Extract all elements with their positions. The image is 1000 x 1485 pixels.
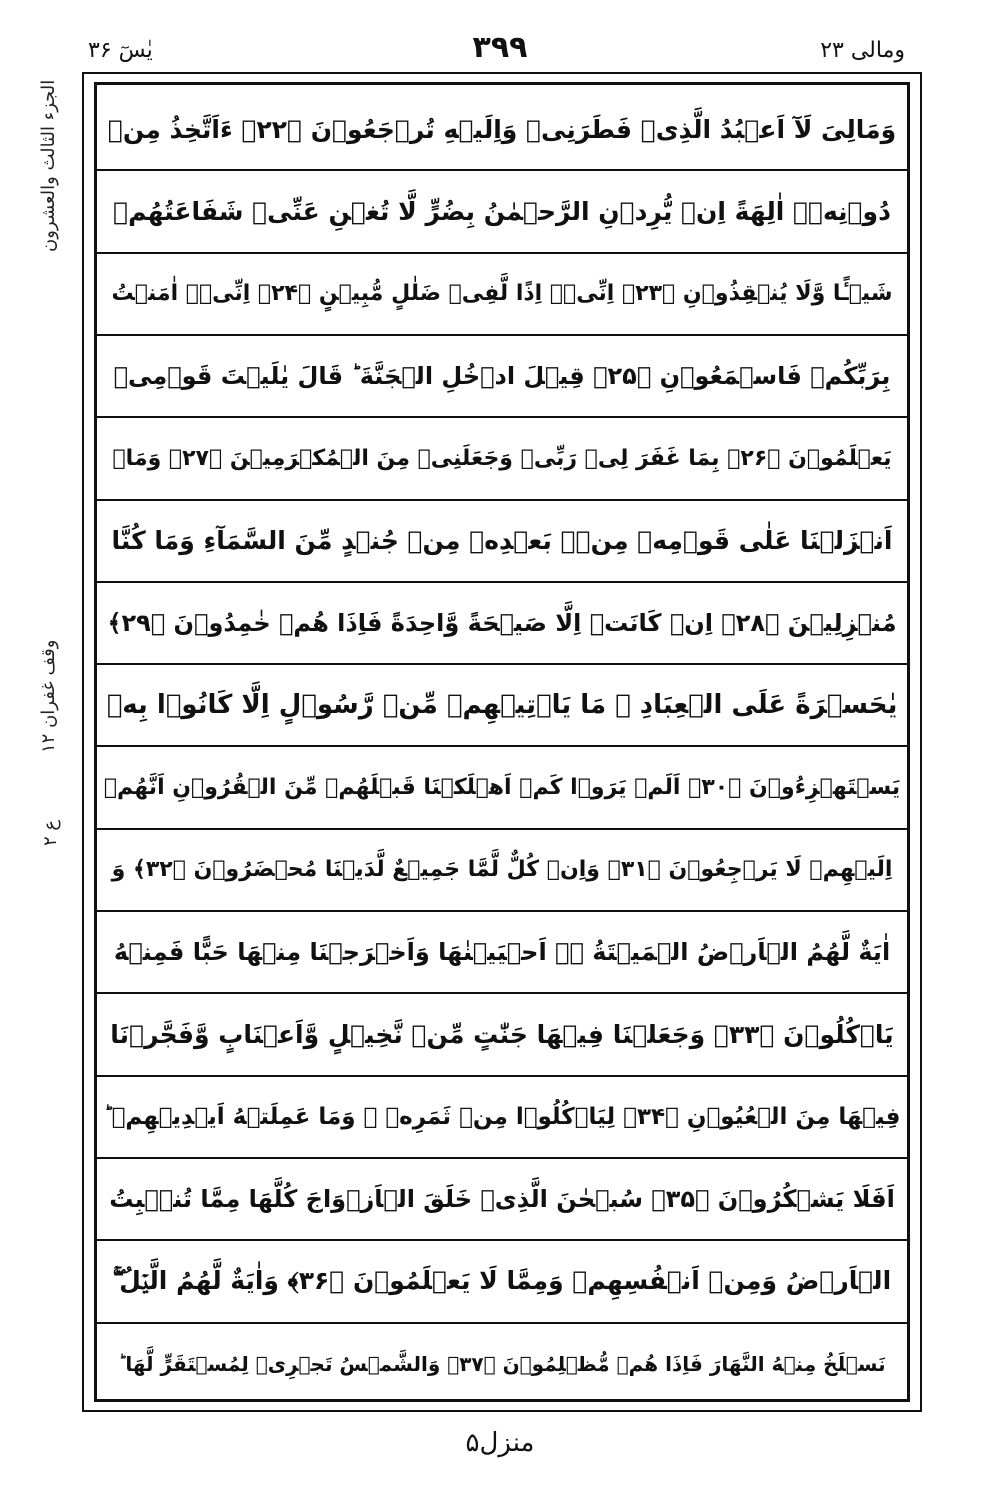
verse-line: اٰیَةٌ لَّهُمُ الۡاَرۡضُ الۡمَیۡتَةُ ۖۚ اَحۡیَیۡنٰهَا وَاَخۡرَجۡنَا مِنۡهَا حَبًّا فَمِنۡهُ [113,938,891,966]
surah-marker: یٰسٓ ۳۶ [88,38,153,63]
verse-line: یَسۡتَهۡزِءُوۡنَ ﴿۳۰﴾ اَلَمۡ یَرَوۡا كَمۡ اَهۡلَكۡنَا قَبۡلَهُمۡ مِّنَ الۡقُرُوۡنِ اَنَّهُمۡ [103,774,901,800]
verse-line: اَنۡزَلۡنَا عَلٰی قَوۡمِهٖ مِنۡۢ بَعۡدِهٖ مِنۡ جُنۡدٍ مِّنَ السَّمَآءِ وَمَا كُنَّا [111,526,893,555]
verse-line: بِرَبِّكُمۡ فَاسۡمَعُوۡنِ ﴿۲۵﴾ قِیۡلَ ادۡخُلِ الۡجَنَّةَ ؕ قَالَ یٰلَیۡتَ قَوۡمِیۡ [113,361,891,390]
verse-line: یَعۡلَمُوۡنَ ﴿۲۶﴾ بِمَا غَفَرَ لِیۡ رَبِّیۡ وَجَعَلَنِیۡ مِنَ الۡمُكۡرَمِیۡنَ ﴿۲۷﴾ وَمَاۤ [112,445,892,471]
para-marker: ومالی ۲۳ [820,38,905,63]
ruku-margin-note: ع ۲ [40,820,61,847]
verse-line: مُنۡزِلِیۡنَ ﴿۲۸﴾ اِنۡ كَانَتۡ اِلَّا صَیۡحَةً وَّاحِدَةً فَاِذَا هُمۡ خٰمِدُوۡنَ ﴿۲۹﴾ [107,608,897,637]
verse-line: نَسۡلَخُ مِنۡهُ النَّهَارَ فَاِذَا هُمۡ مُّظۡلِمُوۡنَ ﴿۳۷﴾ وَالشَّمۡسُ تَجۡرِیۡ لِمُسۡتَقَرٍّ لَّهَا ؕ [118,1351,886,1376]
verse-line: شَیۡـًٔا وَّلَا یُنۡقِذُوۡنِ ﴿۲۳﴾ اِنِّیۡۤ اِذًا لَّفِیۡ ضَلٰلٍ مُّبِیۡنٍ ﴿۲۴﴾ اِنِّیۡۤ اٰمَنۡتُ [111,281,893,307]
verse-line: فِیۡهَا مِنَ الۡعُیُوۡنِ ﴿۳۴﴾ لِیَاۡكُلُوۡا مِنۡ ثَمَرِهٖ ۙ وَمَا عَمِلَتۡهُ اَیۡدِیۡهِمۡ ؕ [103,1103,901,1130]
verse-line: الۡاَرۡضُ وَمِنۡ اَنۡفُسِهِمۡ وَمِمَّا لَا یَعۡلَمُوۡنَ ﴿۳۶﴾ وَاٰیَةٌ لَّهُمُ الَّیۡلُ ۖۚ [112,1266,892,1296]
juz-margin-note: الجزء الثالث والعشرون [38,80,59,253]
waqf-margin-note: وقف غفران ۱۲ [38,640,59,754]
manzil-footer: منزل۵ [465,1428,535,1458]
verse-line: یَاۡكُلُوۡنَ ﴿۳۳﴾ وَجَعَلۡنَا فِیۡهَا جَنّٰتٍ مِّنۡ نَّخِیۡلٍ وَّاَعۡنَابٍ وَّفَجَّرۡنَا [110,1019,894,1049]
page-number: ۳۹۹ [472,30,528,65]
verse-line: اَفَلَا یَشۡكُرُوۡنَ ﴿۳۵﴾ سُبۡحٰنَ الَّذِیۡ خَلَقَ الۡاَزۡوَاجَ كُلَّهَا مِمَّا تُنۡۢبِتُ [109,1184,895,1213]
verse-line: دُوۡنِهٖۤ اٰلِهَةً اِنۡ یُّرِدۡنِ الرَّحۡمٰنُ بِضُرٍّ لَّا تُغۡنِ عَنِّیۡ شَفَاعَتُهُمۡ [113,196,891,226]
verse-line: اِلَیۡهِمۡ لَا یَرۡجِعُوۡنَ ﴿۳۱﴾ وَاِنۡ كُلٌّ لَّمَّا جَمِیۡعٌ لَّدَیۡنَا مُحۡضَرُوۡنَ ﴿۳۲﴾ وَ [111,857,893,883]
verse-line: وَمَالِیَ لَآ اَعۡبُدُ الَّذِیۡ فَطَرَنِیۡ وَاِلَیۡهِ تُرۡجَعُوۡنَ ﴿۲۲﴾ ءَاَتَّخِذُ مِنۡ [107,114,897,144]
verse-line: یٰحَسۡرَةً عَلَی الۡعِبَادِ ۚ مَا یَاۡتِیۡهِمۡ مِّنۡ رَّسُوۡلٍ اِلَّا كَانُوۡا بِهٖ [106,690,898,721]
